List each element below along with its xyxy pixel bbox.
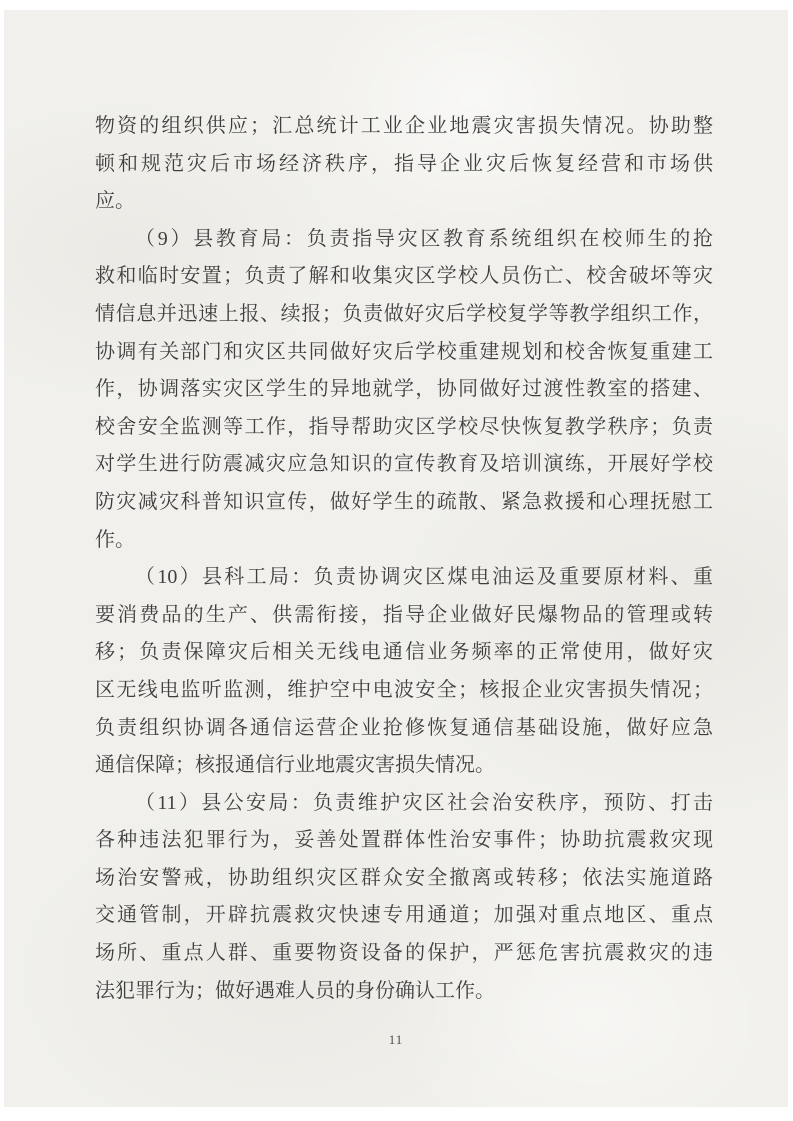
- text-line: 移；负责保障灾后相关无线电通信业务频率的正常使用，做好灾: [95, 641, 713, 664]
- text-line: 作，协调落实灾区学生的异地就学，协同做好过渡性教室的搭建、: [95, 378, 713, 401]
- text-line: 防灾减灾科普知识宣传，做好学生的疏散、紧急救援和心理抚慰工: [95, 490, 713, 513]
- text-line: 顿和规范灾后市场经济秩序，指导企业灾后恢复经营和市场供: [95, 152, 713, 175]
- text-line: 情信息并迅速上报、续报；负责做好灾后学校复学等教学组织工作，: [95, 302, 713, 325]
- text-line: 法犯罪行为；做好遇难人员的身份确认工作。: [95, 979, 495, 1002]
- text-line: 应。: [95, 190, 135, 213]
- text-line: （9）县教育局：负责指导灾区教育系统组织在校师生的抢: [135, 227, 713, 250]
- text-line: 协调有关部门和灾区共同做好灾后学校重建规划和校舍恢复重建工: [95, 340, 713, 363]
- page-number: 11: [388, 1032, 404, 1047]
- document-page: [4, 10, 788, 1107]
- text-line: 区无线电监听监测，维护空中电波安全；核报企业灾害损失情况；: [95, 678, 713, 701]
- text-line: 要消费品的生产、供需衔接，指导企业做好民爆物品的管理或转: [95, 603, 713, 626]
- text-line: 负责组织协调各通信运营企业抢修恢复通信基础设施，做好应急: [95, 716, 713, 739]
- text-line: 场治安警戒，协助组织灾区群众安全撤离或转移；依法实施道路: [95, 866, 713, 889]
- text-line: （11）县公安局：负责维护灾区社会治安秩序，预防、打击: [135, 791, 713, 814]
- text-line: 作。: [95, 528, 135, 551]
- text-line: 交通管制，开辟抗震救灾快速专用通道；加强对重点地区、重点: [95, 904, 713, 927]
- text-line: 校舍安全监测等工作，指导帮助灾区学校尽快恢复教学秩序；负责: [95, 415, 713, 438]
- text-line: 对学生进行防震减灾应急知识的宣传教育及培训演练，开展好学校: [95, 453, 713, 476]
- text-line: 各种违法犯罪行为，妥善处置群体性治安事件；协助抗震救灾现: [95, 829, 713, 852]
- text-line: 物资的组织供应；汇总统计工业企业地震灾害损失情况。协助整: [95, 115, 713, 137]
- document-body: [95, 108, 713, 1010]
- text-line: 通信保障；核报通信行业地震灾害损失情况。: [95, 754, 495, 777]
- text-line: （10）县科工局：负责协调灾区煤电油运及重要原材料、重: [135, 566, 713, 589]
- text-line: 场所、重点人群、重要物资设备的保护，严惩危害抗震救灾的违: [95, 942, 713, 965]
- text-line: 救和临时安置；负责了解和收集灾区学校人员伤亡、校舍破坏等灾: [95, 265, 713, 288]
